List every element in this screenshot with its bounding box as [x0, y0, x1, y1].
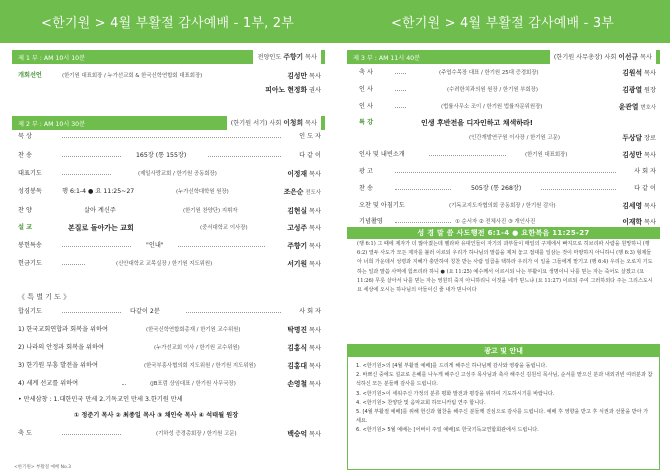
- program-row-offering-prayer: 헌금기도 (신안대학교 교목실장 / 한기원 지도위원) 서기원 목사: [18, 260, 321, 268]
- special-row-1: 1) 한국교회연합과 회복을 위하여 (한국신학연합회총재 / 한기원 교수위원) 탁명진 목사: [18, 326, 321, 334]
- section-1-leader: 전양인도 주향기 목사: [253, 50, 321, 64]
- program-row-lecture: 특 강 인생 후반전을 디자인하고 채색하라!: [359, 119, 533, 127]
- program-row-hymn: 찬 송 165장 (통 155장) 다 같 이: [18, 152, 321, 159]
- announcement-item: 5. [4월 부활절 예배]를 위해 헌신과 협찬을 해주신 분들께 진심으로 감사를 드립니다. 예배 후 영향을 받고 후 식권과 선물을 받아 가세요.: [356, 409, 649, 425]
- scripture-text: (행 6:1) 그 때에 제자가 더 많아졌는데 헬라파 유대인들이 자기의 과부들이 매일의 구제에서 빠지므로 히브리파 사람을 원망하니 (행 6:2) 열두 사도가 모든 제자를 불러 이르되 우리가 하나님의 말씀을 제쳐 놓고 접대를 일삼는 것이 마땅하지 아니하니 (행 6:3) 형제들아 너희 가운데서 성령과 지혜가 충만하여 칭찬 받는 사람 일곱을 택하라 우리가 이 일을 그들에게 맡기고 (행 6:4) 우리는 오로지 기도하는 일과 말씀 사역에 힘쓰리라 하니 ● (요 11:25) 예수께서 이르시되 나는 부활이요 생명이니 나를 믿는 자는 죽어도 살겠고 (요 11:26) 무릇 살아서 나를 믿는 자는 영원히 죽지 아니하리니 이것을 네가 믿느냐 (요 11:27) 이르되 주여 그러하외다 주는 그리스도시요 세상에 오시는 하나님의 아들이신 줄 내가 믿나이다: [357, 241, 653, 294]
- program-row-sermon: 설 교 본질로 돌아가는 교회 (중서대학교 이사장) 고성주 목사: [18, 224, 321, 232]
- program-row-hymn-3: 찬 송 505장 (통 268장) 다 같 이: [359, 185, 656, 192]
- program-row-lunch-prayer: 오찬 및 아침기도 (기독교지도자협의회 공동회장 / 한기원 감사) 김세영 목사: [359, 202, 656, 210]
- special-row-2: 2) 나라의 안정과 회복을 위하여 (누가선교회 이사 / 한기원 교수위원) 김홍식 목사: [18, 344, 321, 352]
- program-row-congrats: 축 사 (주엽수목장 대표 / 한기원 25대 증경회장) 김원석 목사: [359, 69, 656, 77]
- announcement-box: [347, 344, 660, 470]
- program-row-prayer: 대표기도 (제일사랑교회 / 한기원 공동회장) 이정재 목사: [18, 170, 321, 178]
- announcement-list: [356, 362, 653, 436]
- section-1-label: 제 1 부 : AM 10시 10분: [18, 54, 86, 62]
- section-1-bar: [12, 50, 325, 64]
- page-footer-note: <한기원> 부활절 예배 No.3: [14, 465, 71, 470]
- manse-leaders: ① 정준기 목사 ② 최종일 목사 ③ 채인숙 목사 ④ 석태월 원장: [74, 412, 239, 419]
- announcement-item: 3. <한기원>이 세워주신 가정의 분류 평화 발전과 평강을 위하여 기도하시기를 바랍니다.: [356, 390, 555, 397]
- program-row-opening: 개회선언 (한기원 대표회장 / 누가선교회 & 한국신학연합회 대표회장) 김성만 목사: [18, 72, 321, 80]
- program-row-introduction: 인사 및 내빈소개 (한기원 대표회장) 김성만 목사: [359, 151, 656, 159]
- right-page: [335, 0, 670, 474]
- program-row-scripture: 성경봉독 행 6:1-4 ● 요 11:25~27 (누가신학대학원 원장) 조은순 전도사: [18, 188, 321, 196]
- program-row-photo: 기념촬영 ① 순서자 ② 전체사진 ③ 개인사진 이재학 목사: [359, 218, 656, 226]
- program-row-benediction: 축 도 (기하성 증경총회장 / 한기원 고문) 백승억 목사: [18, 430, 321, 438]
- program-row-greeting-1: 인 사 (수려한치과의원 원장 / 한기원 부회장) 김광열 원장: [359, 86, 656, 94]
- special-row-3: 3) 한기원 부흥 발전을 위하여 (한국부흥사협의회 지도위원 / 한기원 지도위원) 김홍대 목사: [18, 362, 321, 370]
- program-row-praise: 찬 양 살아 계신주 (한기원 찬양단) 지휘자 김현실 목사: [18, 207, 321, 215]
- program-row-lecturer: (인간개발연구원 이사장 / 한기원 고문) 두상달 장로: [469, 134, 656, 142]
- program-row-greeting-2: 인 사 (법률사무소 조이 / 한기원 법률자문위원장) 윤관열 변호사: [359, 103, 656, 111]
- section-2-leader: (한기원 서기) 사회 이청희 목사: [227, 116, 321, 130]
- announcement-title: 광고 및 안내: [348, 345, 659, 357]
- right-page-header: <한기원 > 4월 부활절 감사예배 - 3부: [335, 0, 670, 43]
- section-2-bar: [12, 116, 325, 130]
- left-page-header: <한기원 > 4월 부활절 감사예배 - 1부, 2부: [0, 0, 335, 43]
- special-row-4: 4) 세계 선교를 위하여 (JB포럼 상임대표 / 한기원 사무국장) 손영철 목사: [18, 380, 321, 388]
- section-3-label: 제 3 부 : AM 11시 40분: [353, 54, 421, 62]
- section-3-leader: (한기원 사무총장) 사회 이선규 목사: [550, 50, 656, 64]
- section-2-label: 제 2 부 : AM 10시 30분: [18, 120, 86, 128]
- announcement-item: 4. <한기원> 찬양단 및 음악교회 하모니카팀 연주 합니다.: [356, 399, 486, 406]
- special-row-joint-prayer: 합심기도 다같이 2분 사 회 자: [18, 308, 321, 315]
- special-prayer-title: 《 특 별 기 도 》: [18, 293, 71, 301]
- announcement-item: 6. <한기원> 5월 예배는 [어버이 주일 예배]로 한국기독교연합회관에서 드립니다.: [356, 427, 539, 434]
- scripture-title-bar: 성 경 말 씀 사도행전 6:1-4 ● 요한복음 11:25-27: [347, 227, 660, 239]
- announcement-item: 2. 바쁘신 중에도 설교로 은혜를 나누게 해주신 고성주 목사님과 축사 해주신 김원석 목사님, 순서를 맡으신 분과 내외귀빈 여러분과 참석하신 모든 분들께 감사를 드립니다.: [356, 372, 653, 388]
- program-row-meditation: 묵 상 인 도 자: [18, 133, 321, 140]
- program-row-offering-song: 봉헌특송 "인내" 주향기 목사: [18, 242, 321, 250]
- announcement-item: 1. <한기원>의 [4월 부활절 예배]를 드리게 해주신 하나님께 감사와 영광을 돌립니다.: [356, 363, 547, 369]
- program-row-announcements: 광 고 사 회 자: [359, 168, 656, 175]
- section-3-bar: [347, 50, 660, 64]
- manse-line: • 만세삼창 : 1.대한민국 만세 2.기독교인 만세 3.한기원 만세: [18, 396, 183, 403]
- program-row-piano: 피아노 현정화 권사: [265, 86, 321, 94]
